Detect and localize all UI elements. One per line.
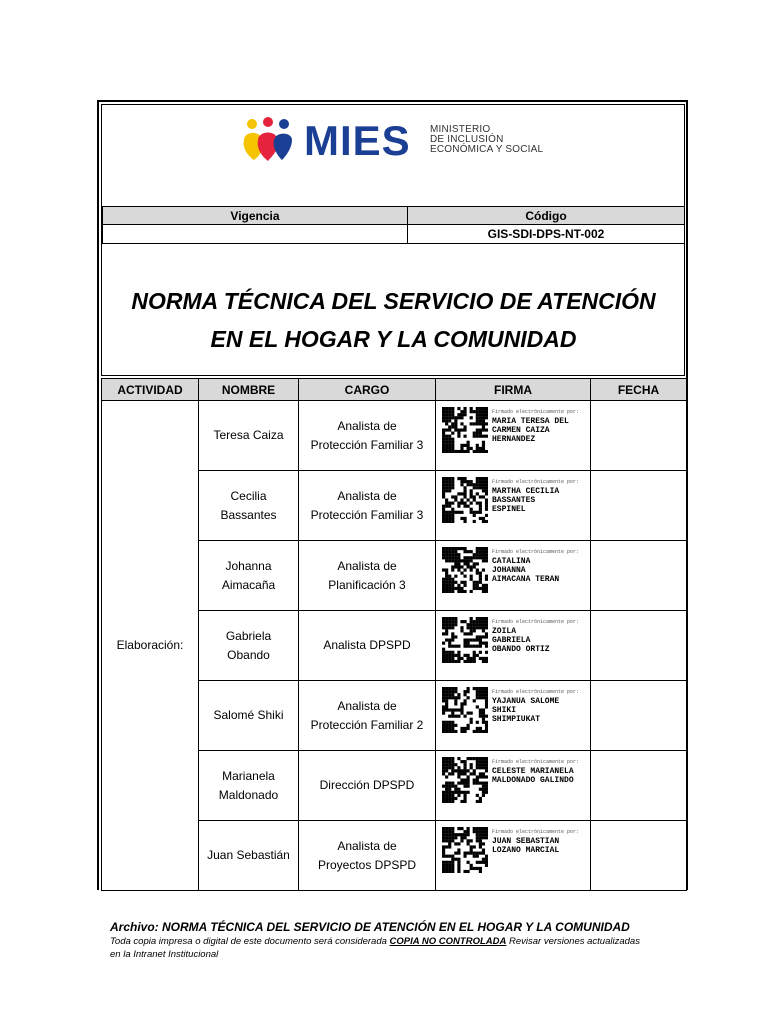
signed-label: Firmado electrónicamente por:	[492, 409, 580, 415]
col-fecha: FECHA	[591, 379, 687, 401]
firma-cell	[436, 821, 591, 891]
col-firma: FIRMA	[436, 379, 591, 401]
qr-code-icon	[442, 547, 488, 593]
brand-name: MIES	[304, 117, 411, 164]
cargo-cell: Analista de Protección Familiar 2	[299, 681, 436, 751]
cargo-cell: Analista de Protección Familiar 3	[299, 471, 436, 541]
fecha-cell	[591, 541, 687, 611]
signer-name: YAJANUA SALOME SHIKI SHIMPIUKAT	[492, 697, 560, 724]
fecha-cell	[591, 401, 687, 471]
fecha-cell	[591, 681, 687, 751]
signed-label: Firmado electrónicamente por:	[492, 479, 580, 485]
col-cargo: CARGO	[299, 379, 436, 401]
cargo-cell: Analista de Protección Familiar 3	[299, 401, 436, 471]
firma-cell	[436, 401, 591, 471]
table-header-row	[102, 379, 687, 401]
fecha-cell	[591, 751, 687, 821]
signed-label: Firmado electrónicamente por:	[492, 689, 580, 695]
codigo-value: GIS-SDI-DPS-NT-002	[407, 224, 685, 244]
nombre-cell: Salomé Shiki	[199, 681, 299, 751]
nombre-cell: Marianela Maldonado	[199, 751, 299, 821]
qr-code-icon	[442, 407, 488, 453]
nombre-cell: Johanna Aimacaña	[199, 541, 299, 611]
col-actividad: ACTIVIDAD	[102, 379, 199, 401]
vigencia-value	[102, 224, 408, 244]
nombre-cell: Gabriela Obando	[199, 611, 299, 681]
signer-name: CELESTE MARIANELA MALDONADO GALINDO	[492, 767, 574, 785]
signed-label: Firmado electrónicamente por:	[492, 759, 580, 765]
signed-label: Firmado electrónicamente por:	[492, 549, 580, 555]
mies-logo	[240, 116, 560, 166]
qr-code-icon	[442, 757, 488, 803]
footer	[110, 920, 710, 961]
ministry-name: MINISTERIO DE INCLUSIÓN ECONÓMICA Y SOCIAL	[430, 124, 544, 155]
firma-cell	[436, 541, 591, 611]
signature-table	[101, 378, 687, 891]
vigencia-label: Vigencia	[102, 206, 408, 225]
cargo-cell: Dirección DPSPD	[299, 751, 436, 821]
signed-label: Firmado electrónicamente por:	[492, 619, 580, 625]
nombre-cell: Cecilia Bassantes	[199, 471, 299, 541]
cargo-cell: Analista DPSPD	[299, 611, 436, 681]
signer-name: JUAN SEBASTIAN LOZANO MARCIAL	[492, 837, 560, 855]
codigo-label: Código	[407, 206, 685, 225]
qr-code-icon	[442, 687, 488, 733]
signer-name: MARIA TERESA DEL CARMEN CAIZA HERNANDEZ	[492, 417, 569, 444]
activity-cell: Elaboración:	[102, 401, 199, 891]
cargo-cell: Analista de Planificación 3	[299, 541, 436, 611]
fecha-cell	[591, 611, 687, 681]
footer-note: Toda copia impresa o digital de este documento será considerada COPIA NO CONTROLADA Revisar versiones actualizadas en la Intranet Institucional	[110, 936, 640, 960]
firma-cell	[436, 681, 591, 751]
qr-code-icon	[442, 617, 488, 663]
signer-name: ZOILA GABRIELA OBANDO ORTIZ	[492, 627, 550, 654]
firma-cell	[436, 471, 591, 541]
hearts-logo-icon	[240, 116, 296, 162]
nombre-cell: Teresa Caiza	[199, 401, 299, 471]
footer-archivo: Archivo: NORMA TÉCNICA DEL SERVICIO DE ATENCIÓN EN EL HOGAR Y LA COMUNIDAD	[110, 920, 630, 934]
nombre-cell: Juan Sebastián	[199, 821, 299, 891]
fecha-cell	[591, 821, 687, 891]
firma-cell	[436, 611, 591, 681]
document-title: NORMA TÉCNICA DEL SERVICIO DE ATENCIÓN EN EL HOGAR Y LA COMUNIDAD	[131, 288, 656, 352]
table-row	[102, 401, 687, 471]
qr-code-icon	[442, 477, 488, 523]
signer-name: CATALINA JOHANNA AIMACANA TERAN	[492, 557, 560, 584]
signed-label: Firmado electrónicamente por:	[492, 829, 580, 835]
firma-cell	[436, 751, 591, 821]
col-nombre: NOMBRE	[199, 379, 299, 401]
cargo-cell: Analista de Proyectos DPSPD	[299, 821, 436, 891]
fecha-cell	[591, 471, 687, 541]
qr-code-icon	[442, 827, 488, 873]
signer-name: MARTHA CECILIA BASSANTES ESPINEL	[492, 487, 560, 514]
